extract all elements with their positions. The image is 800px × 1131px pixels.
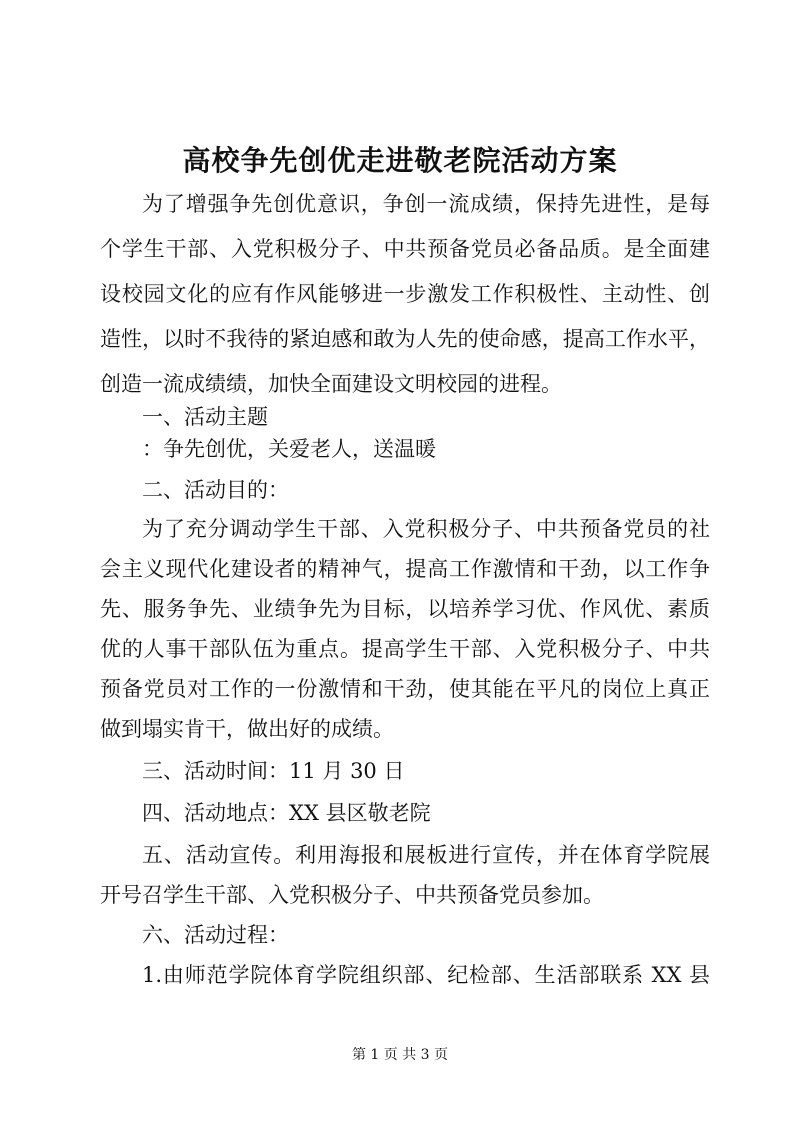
paragraph-line: 为了充分调动学生干部、入党积极分子、中共预备党员的社 <box>142 517 710 541</box>
section-heading: 一、活动主题 <box>142 405 268 429</box>
page-footer: 第 1 页 共 3 页 <box>351 1047 449 1063</box>
paragraph-line: 1.由师范学院体育学院组织部、纪检部、生活部联系 XX 县 <box>142 963 710 987</box>
section-heading: 五、活动宣传。利用海报和展板进行宣传，并在体育学院展 <box>142 843 710 867</box>
paragraph-line: 设校园文化的应有作风能够进一步激发工作积极性、主动性、创 <box>100 282 710 306</box>
paragraph-line: 先、服务争先、业绩争先为目标，以培养学习优、作风优、素质 <box>100 597 710 621</box>
paragraph-line: 造性，以时不我待的紧迫感和敢为人先的使命感，提高工作水平， <box>100 327 710 351</box>
paragraph-line: 做到塌实肯干，做出好的成绩。 <box>100 717 394 741</box>
paragraph-line: 为了增强争先创优意识，争创一流成绩，保持先进性，是每 <box>142 192 710 216</box>
paragraph-line: 优的人事干部队伍为重点。提高学生干部、入党积极分子、中共 <box>100 637 710 661</box>
paragraph-line: 开号召学生干部、入党积极分子、中共预备党员参加。 <box>100 883 604 907</box>
paragraph-line: 预备党员对工作的一份激情和干劲，使其能在平凡的岗位上真正 <box>100 677 710 701</box>
paragraph-line: ：争先创优，关爱老人，送温暖 <box>142 437 436 461</box>
paragraph-line: 创造一流成绩绩，加快全面建设文明校园的进程。 <box>100 372 562 396</box>
section-heading: 六、活动过程： <box>142 923 289 947</box>
paragraph-line: 会主义现代化建设者的精神气，提高工作激情和干劲，以工作争 <box>100 557 710 581</box>
document-title: 高校争先创优走进敬老院活动方案 <box>182 144 618 177</box>
section-heading: 三、活动时间：11 月 30 日 <box>142 759 405 783</box>
section-heading: 二、活动目的： <box>142 478 289 502</box>
paragraph-line: 个学生干部、入党积极分子、中共预备党员必备品质。是全面建 <box>100 237 710 261</box>
section-heading: 四、活动地点：XX 县区敬老院 <box>142 801 431 825</box>
